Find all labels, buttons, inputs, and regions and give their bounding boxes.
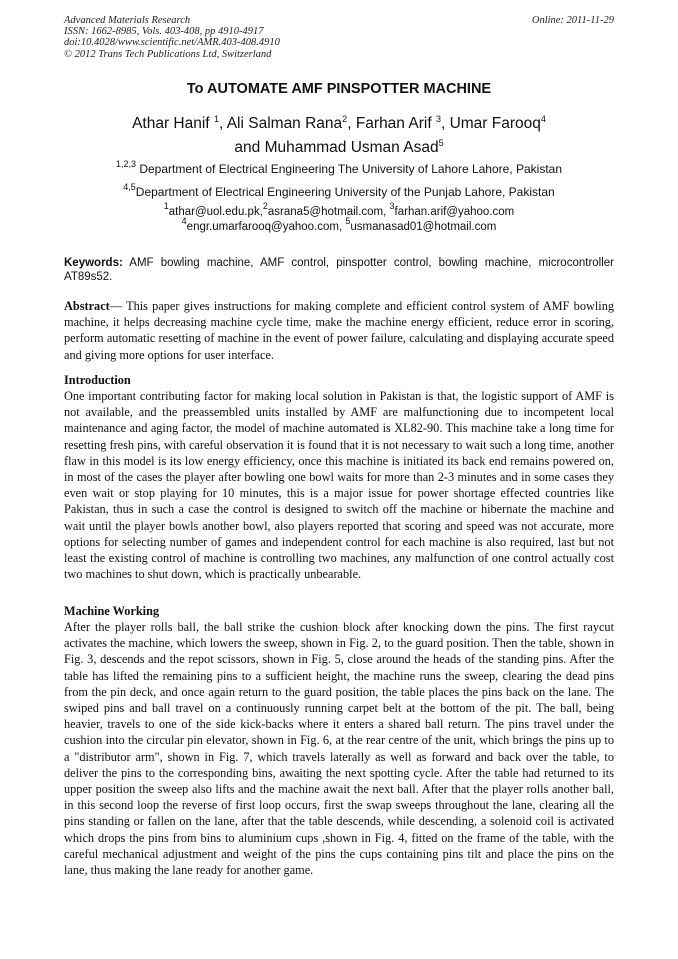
email-sup: 5 — [345, 216, 351, 226]
affiliation-2 — [0, 182, 678, 199]
author-sup: 2 — [342, 114, 348, 124]
journal-header — [64, 15, 280, 60]
author-name: Farhan Arif — [355, 115, 432, 132]
affiliation-text: Department of Electrical Engineering University of the Punjab Lahore, Pakistan — [135, 185, 555, 199]
email-sup: 2 — [262, 201, 268, 211]
copyright-line: © 2012 Trans Tech Publications Ltd, Switzerland — [64, 48, 272, 60]
email-address: farhan.arif@yahoo.com — [394, 206, 515, 218]
abstract-label: Abstract — [64, 299, 110, 313]
email-line-2 — [0, 216, 678, 234]
author-name: Athar Hanif — [132, 115, 210, 132]
email-address: usmanasad01@hotmail.com — [350, 221, 497, 233]
affiliation-text: Department of Electrical Engineering The University of Lahore Lahore, Pakistan — [139, 162, 563, 176]
section-heading-introduction: Introduction — [64, 373, 131, 387]
machine-working-paragraph: After the player rolls ball, the ball strike the cushion block after knocking down the pins. The first raycut activates the machine, which lowers the sweep, shown in Fig. 2, to the guard position. Then the table, shown in Fig. 3, descends and the repot scissors, shown in Fig. 5, close around the heads of the standing pins. After the table has lifted the remaining pins to a sufficient height, the machine runs the sweep, clearing the dead pins from the pin deck, and once again return to the guard position, the table places the pins back on the lane. The swiped pins and ball travel on a continuously running carpet belt at the bottom of the pit. The ball, being heavier, travels to one of the side kick-backs where it enters a shared ball return. The pins travel under the cushion into the circular pin elevator, shown in Fig. 6, at the rear centre of the unit, which brings the pins up to a "distributor arm", shown in Fig. 7, which travels laterally as well as forward and back over the table, to deliver the pins to the corresponding bins, awaiting the next spotting cycle. After the table had returned to its upper position the sweep also lifts and the machine await the next ball. After that the player rolls another ball, in this second loop the reverse of first loop occurs, first the swap sweeps throughout the lane, clearing all the pins standing or fallen on the lane, after that the table descends, while descending, a solenoid coil is activated which drops the pins from bins to aluminium cups ,shown in Fig. 4, fitted on the frame of the table, with the careful mechanical adjustment and weight of the pins the cups containing pins tilt and place the pins on the lane, thus making the lane ready for another game. — [64, 620, 614, 878]
abstract — [64, 298, 614, 363]
keywords — [64, 256, 614, 284]
author-name: Ali Salman Rana — [226, 115, 343, 132]
keywords-text: AMF bowling machine, AMF control, pinspotter control, bowling machine, microcontroller AT89s52. — [64, 257, 615, 283]
author-sup: 3 — [435, 114, 441, 124]
affiliation-sup: 1,2,3 — [115, 159, 136, 169]
email-line-1 — [0, 201, 678, 219]
email-sup: 3 — [389, 201, 395, 211]
author-and: and — [234, 139, 261, 156]
author-name: Muhammad Usman Asad — [264, 139, 439, 156]
abstract-text: — This paper gives instructions for making complete and efficient control system of AMF bowling machine, it helps decreasing machine cycle time, make the machine energy efficient, reduce error in scoring, perform automatic resetting of machine in the event of power failure, calculating and displaying accurate speed and giving more options for user interface. — [64, 299, 614, 362]
author-sup: 1 — [213, 114, 219, 124]
author-sup: 5 — [438, 138, 444, 148]
email-sup: 4 — [181, 216, 187, 226]
doi-line: doi:10.4028/www.scientific.net/AMR.403-408.4910 — [64, 37, 280, 49]
keywords-label: Keywords: — [64, 257, 123, 269]
affiliation-1 — [0, 159, 678, 176]
online-date: Online: 2011-11-29 — [531, 15, 614, 26]
email-address: asrana5@hotmail.com, — [267, 206, 387, 218]
issn-line: ISSN: 1662-8985, Vols. 403-408, pp 4910-4917 — [64, 26, 264, 38]
author-sup: 4 — [540, 114, 546, 124]
email-sup: 1 — [163, 201, 169, 211]
email-address: athar@uol.edu.pk, — [168, 206, 263, 218]
author-line-1: Athar Hanif $^1$, Ali Salman Rana$^2$, Farhan Arif $^3$, Umar Farooq$^4$ — [132, 114, 546, 132]
affiliation-sup: 4,5 — [123, 182, 136, 192]
author-line-2 — [0, 138, 678, 158]
paper-title: To AUTOMATE AMF PINSPOTTER MACHINE — [186, 81, 492, 97]
email-address: engr.umarfarooq@yahoo.com, — [186, 221, 343, 233]
author-name: Umar Farooq — [449, 115, 541, 132]
introduction-paragraph: One important contributing factor for making local solution in Pakistan is that, the logistic support of AMF is not available, and the preassembled units installed by AMF are malfunctioning due to incompetent local maintenance and aging factor, the model of machine automated is XL82-90. This machine take a long time for resetting fresh pins, with careful observation it is found that it is not necessary to wait such a long time, another flaw in this model is its low energy efficiency, once this machine is initiated its back end remains powered on, in most of the cases the player after bowling one bowl waits for more than 2-3 minutes and in some cases they even wait or stop playing for 10 minutes, this is a major issue for power shortage effected countries like Pakistan, thus in such a case the control is designed to switch off the machine or hibernate the machine and wait until the player bowls another bowl, also players reported that scoring and speed was not accurate, more options for selecting number of games and independent control for each machine is also required, last but not least the existing control of machine is controlling two machines, any malfunction of one control actually cost two machines to shut down, which is practically unbearable. — [64, 389, 614, 582]
journal-name: Advanced Materials Research — [64, 15, 191, 26]
section-heading-machine-working: Machine Working — [64, 604, 160, 618]
